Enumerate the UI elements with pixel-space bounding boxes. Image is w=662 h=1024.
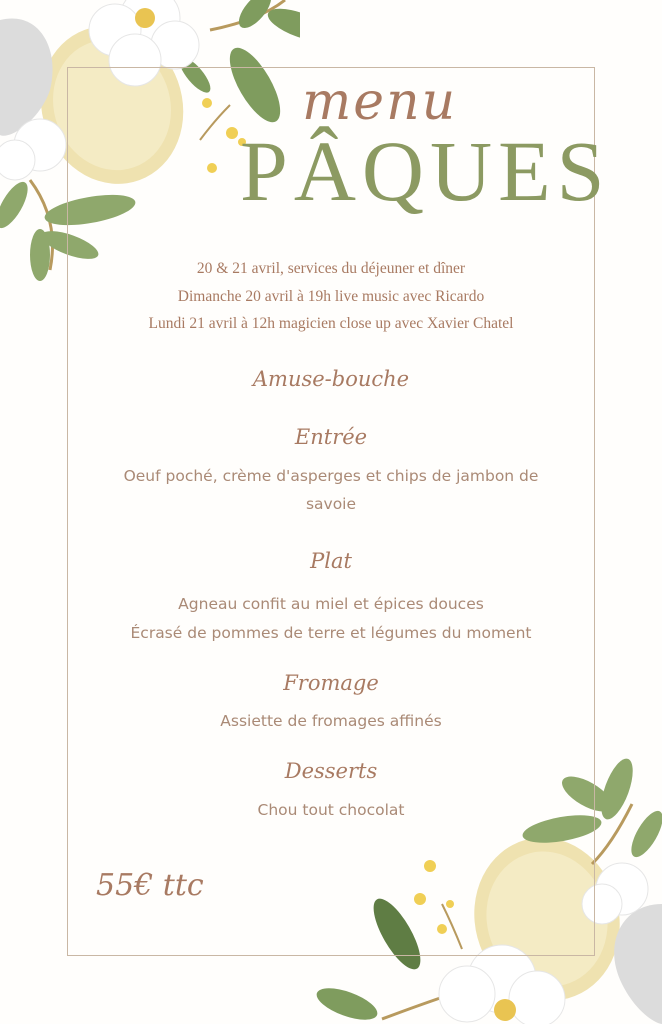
- desserts-dish-line: Chou tout chocolat: [257, 801, 405, 819]
- info-line-sunday: Dimanche 20 avril à 19h live music avec Ricardo: [177, 288, 485, 305]
- info-line-monday: Lundi 21 avril à 12h magicien close up avec Xavier Chatel: [148, 315, 514, 332]
- price-label: 55€ ttc: [96, 868, 204, 903]
- entree-dish-line: savoie: [305, 495, 357, 513]
- plat-dish-line: Agneau confit au miel et épices douces: [178, 595, 484, 613]
- menu-script-title: menu: [302, 72, 458, 132]
- section-title-plat: Plat: [310, 549, 352, 573]
- section-title-amuse-bouche: Amuse-bouche: [252, 367, 410, 391]
- section-title-fromage: Fromage: [283, 671, 379, 695]
- entree-dish-line: Oeuf poché, crème d'asperges et chips de jambon de: [123, 467, 539, 485]
- info-line-dates: 20 & 21 avril, services du déjeuner et dîner: [196, 260, 466, 277]
- section-title-entree: Entrée: [294, 425, 368, 449]
- paques-title: PÂQUES: [240, 123, 611, 219]
- section-title-desserts: Desserts: [284, 759, 378, 783]
- plat-dish-line: Écrasé de pommes de terre et légumes du moment: [130, 624, 532, 642]
- fromage-dish-line: Assiette de fromages affinés: [220, 712, 442, 730]
